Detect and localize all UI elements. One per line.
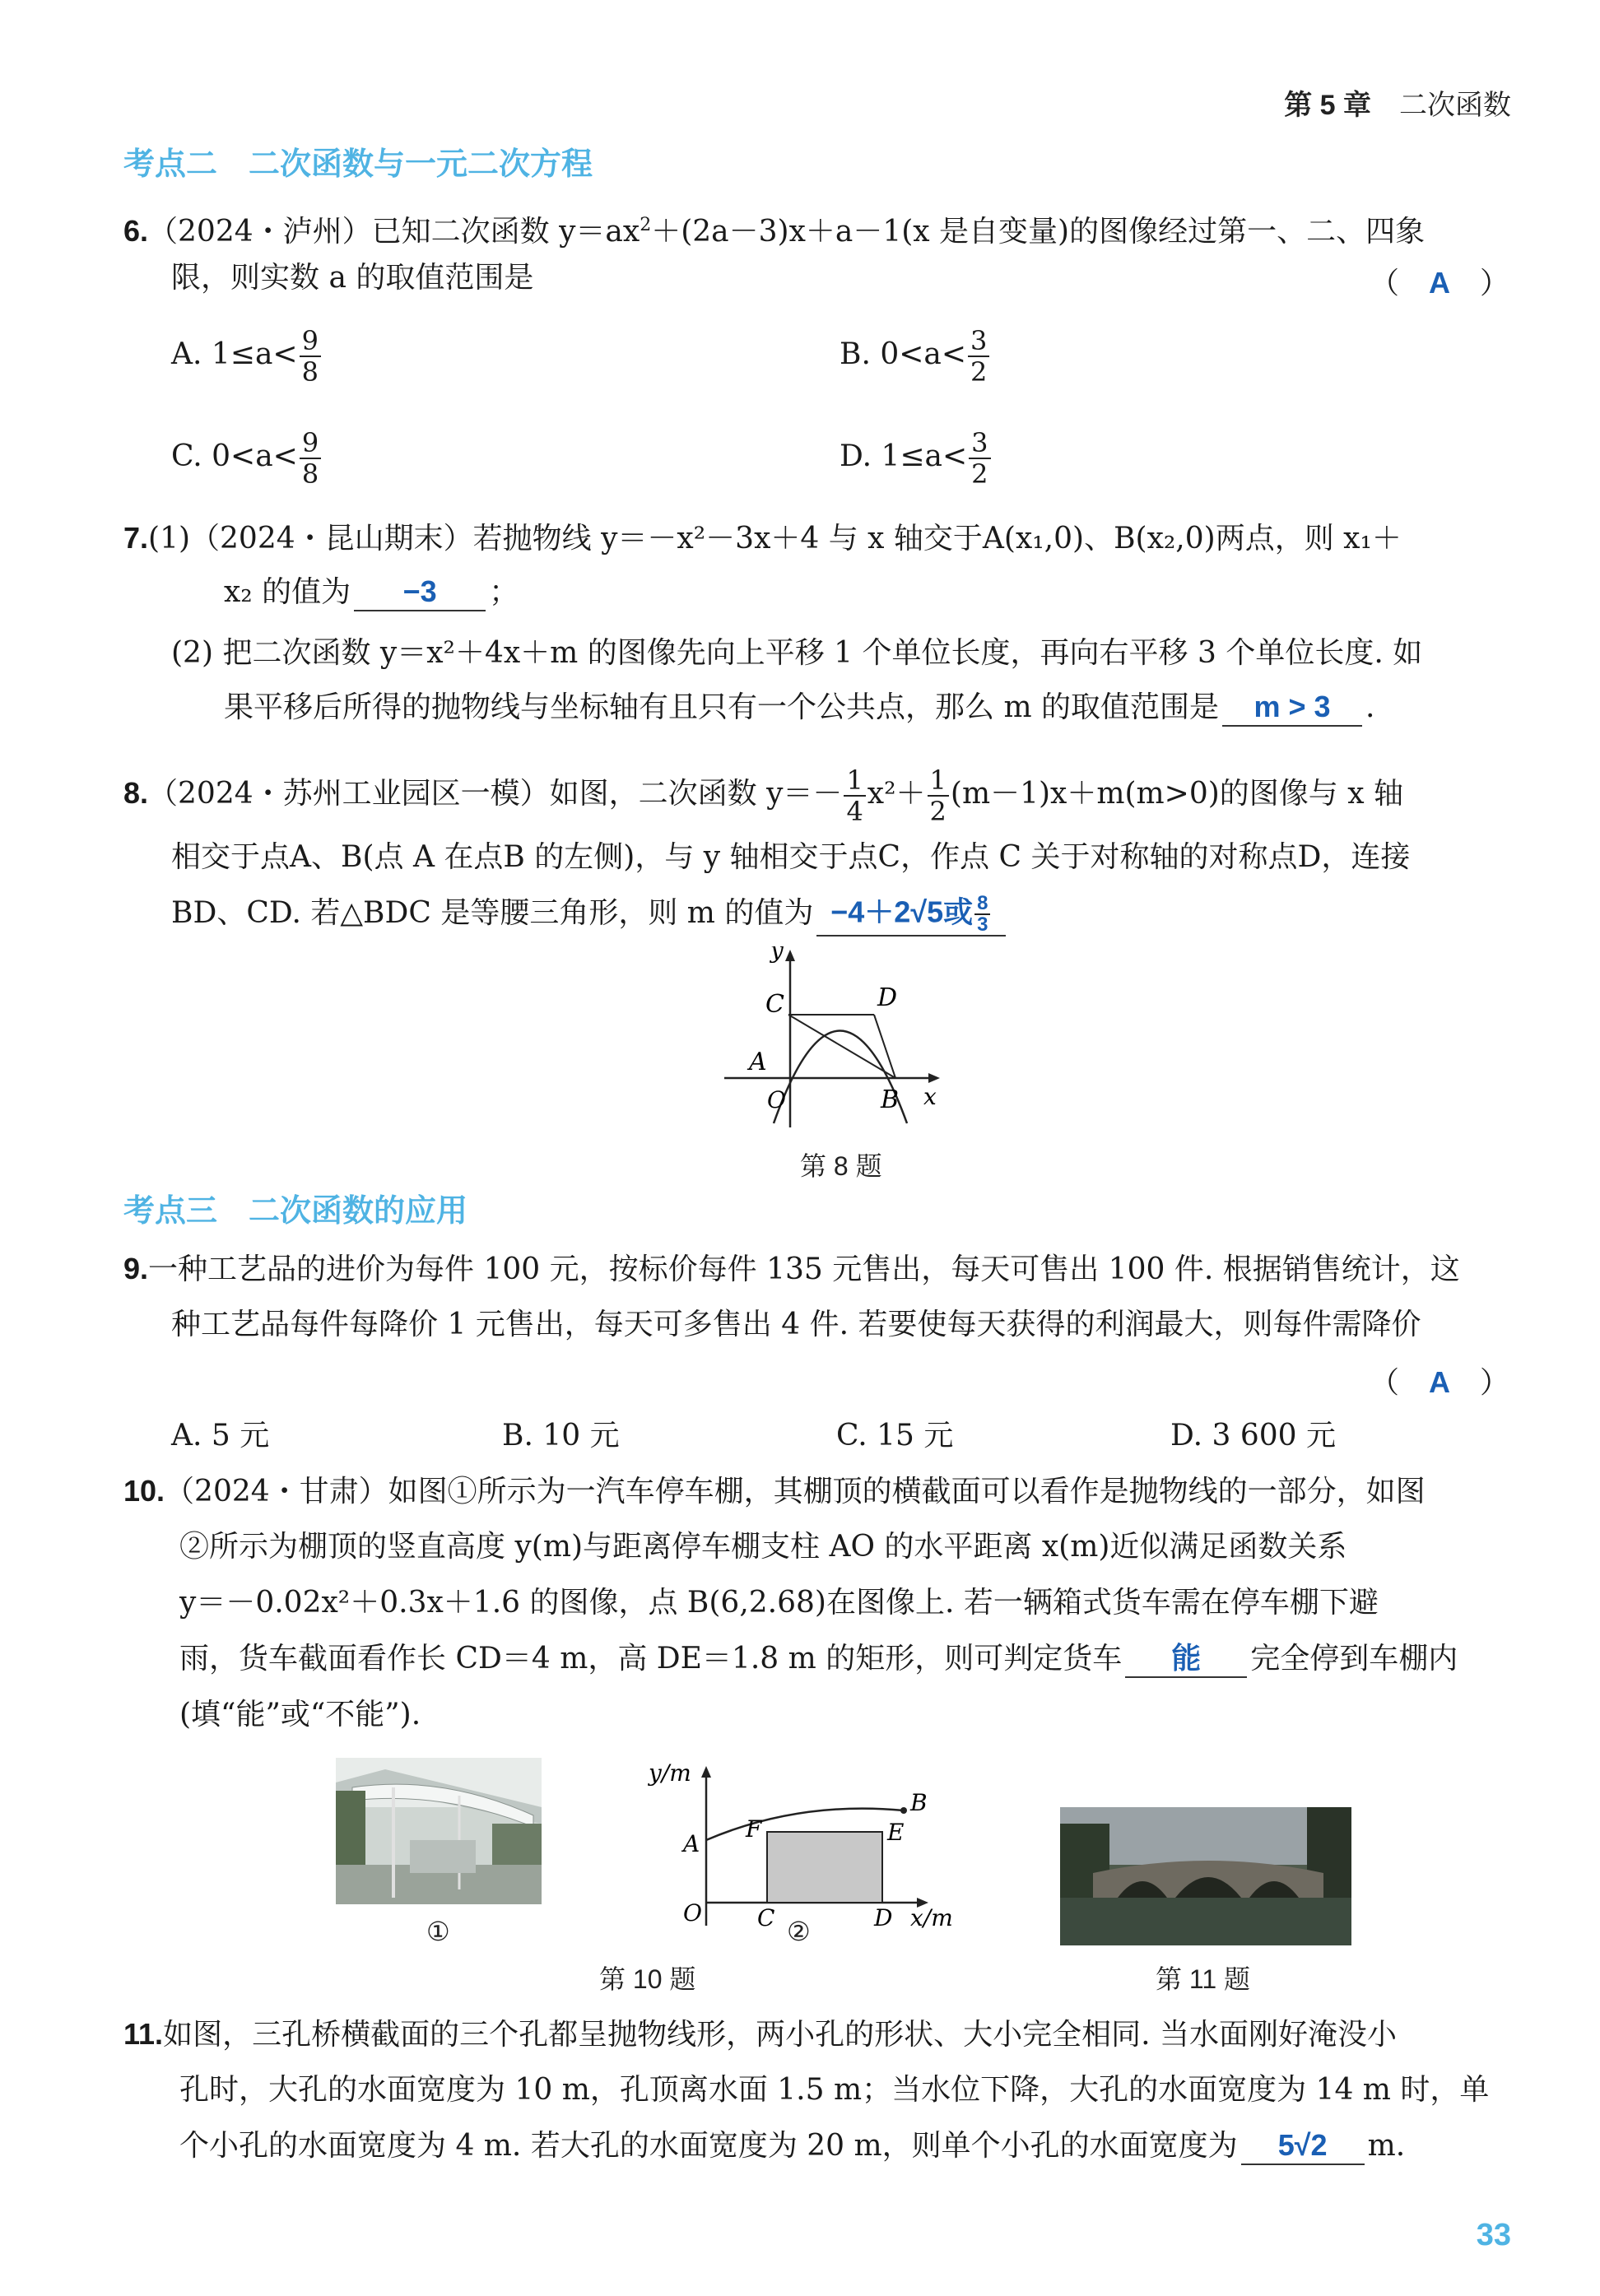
label-e: E: [887, 1819, 905, 1846]
q8-text-3: BD、CD. 若△BDC 是等腰三角形，则 m 的值为: [171, 896, 814, 930]
q6-option-c: [171, 428, 323, 489]
q6-line1: 6.（2024・泸州）已知二次函数 $y=ax^2+(2a-3)x+a-1(x$ 是自变量)的图像经过第一、二、四象: [123, 214, 1426, 249]
x-axis-arrow: [928, 1073, 940, 1083]
q6-number: 6.: [123, 214, 149, 248]
bridge-photo: [1060, 1807, 1351, 1945]
label-x: x: [923, 1083, 937, 1110]
q10-answer: 能: [1125, 1640, 1247, 1678]
section-title-3: 考点三 二次函数的应用: [123, 1194, 468, 1229]
label-f: F: [746, 1815, 762, 1843]
fraction: [300, 428, 321, 489]
label-x: x/m: [910, 1904, 953, 1931]
q7-text-4: 果平移后所得的抛物线与坐标轴有且只有一个公共点，那么 m 的取值范围是: [224, 690, 1220, 724]
q7-answer-1: −3: [354, 574, 486, 611]
frac-den: 2: [970, 356, 988, 388]
q8-line3: [171, 892, 1511, 937]
q10-line2: [179, 1526, 1511, 1569]
q11-text-2: 孔时，大孔的水面宽度为 10 m，孔顶离水面 1.5 m；当水位下降，大孔的水面宽度为 14 m 时，单: [179, 2073, 1490, 2107]
q11-text-3b: m.: [1367, 2129, 1406, 2163]
q11-text-3: 个小孔的水面宽度为 4 m. 若大孔的水面宽度为 20 m，则单个小孔的水面宽度为: [179, 2129, 1238, 2163]
frac-den: 8: [301, 458, 319, 490]
frac-den: 4: [846, 796, 863, 827]
label-o: O: [767, 1086, 786, 1113]
section-title-2: 考点二 二次函数与一元二次方程: [123, 147, 593, 182]
q9-number: 9.: [123, 1252, 149, 1285]
chapter-title: 二次函数: [1399, 90, 1511, 121]
q6-text-a: （2024・泸州）已知二次函数 y＝ax: [148, 215, 640, 249]
fig1-label: ①: [426, 1917, 450, 1946]
carport-photo: [336, 1758, 542, 1904]
q9-option-c: C. 15 元: [836, 1419, 954, 1452]
q8-caption: 第 8 题: [800, 1151, 882, 1181]
q8-number: 8.: [123, 776, 149, 810]
q6-option-b-text: B. 0<a<: [840, 337, 967, 371]
q9-answer-paren: （ A ）: [1369, 1365, 1509, 1399]
frac-num: 9: [300, 428, 321, 459]
q10-number: 10.: [123, 1474, 165, 1508]
q8-text-a: （2024・苏州工业园区一模）如图，二次函数 y＝－: [148, 777, 843, 811]
q8-line1: [123, 765, 1511, 826]
fraction: [928, 765, 949, 826]
q10-text-2: ②所示为棚顶的竖直高度 y(m)与距离停车棚支柱 AO 的水平距离 x(m)近似满足函数关系: [179, 1530, 1347, 1564]
q9-text-1: 一种工艺品的进价为每件 100 元，按标价每件 135 元售出，每天可售出 100 件. 根据销售统计，这: [148, 1253, 1460, 1286]
q8-text-b: x²＋: [867, 777, 926, 811]
q11-text-1: 如图，三孔桥横截面的三个孔都呈抛物线形，两小孔的形状、大小完全相同. 当水面刚好淹没小: [163, 2018, 1397, 2052]
q10-caption: 第 10 题: [599, 1964, 696, 1994]
label-b: B: [881, 1085, 900, 1114]
q9-answer: A: [1428, 1365, 1450, 1399]
q11-line3: [179, 2125, 1511, 2168]
q11-number: 11.: [123, 2017, 164, 2051]
fig2-label: ②: [787, 1917, 811, 1946]
frac-den: 3: [977, 913, 988, 937]
fraction: [300, 326, 321, 387]
q6-option-a: [171, 326, 323, 387]
q10-text-4a: 雨，货车截面看作长 CD＝4 m，高 DE＝1.8 m 的矩形，则可判定货车: [179, 1642, 1123, 1676]
frac-den: 8: [301, 356, 319, 388]
q9-option-b: B. 10 元: [502, 1419, 620, 1452]
frac-num: 1: [928, 765, 949, 797]
q11-caption: 第 11 题: [1156, 1964, 1251, 1994]
q10-line4: [179, 1638, 1511, 1680]
q9-option-d: D. 3 600 元: [1170, 1419, 1336, 1452]
q10-line5: [179, 1694, 1511, 1736]
label-o: O: [683, 1899, 702, 1927]
fraction: [968, 326, 989, 387]
q8-answer: [816, 894, 1006, 937]
q7-answer-2: m > 3: [1222, 689, 1362, 727]
label-a: A: [749, 1048, 767, 1076]
label-d: D: [874, 1904, 893, 1931]
q6-option-c-text: C. 0<a<: [171, 439, 298, 473]
y-axis-arrow: [785, 950, 795, 961]
q7-text-2: x₂ 的值为: [224, 575, 351, 609]
frac-num: 1: [844, 765, 865, 797]
q9-line1: [123, 1248, 1511, 1291]
q9-option-a: A. 5 元: [171, 1419, 270, 1452]
label-d: D: [877, 983, 898, 1012]
q7-line2: x₂ 的值为 −3 ；: [224, 571, 1511, 614]
q11-answer: 5√2: [1241, 2127, 1365, 2165]
q6-option-a-text: A. 1≤a<: [171, 337, 298, 371]
page-number: 33: [1476, 2218, 1511, 2252]
fraction: [844, 765, 865, 826]
q7-text-1: (1)（2024・昆山期末）若抛物线 y＝－x²－3x＋4 与 x 轴交于A(x₁,0)、B(x₂,0)两点，则 x₁＋: [148, 522, 1402, 555]
q8-answer-text: −4＋2√5或: [830, 895, 974, 929]
frac-num: 8: [974, 894, 990, 915]
q6-text-b: ＋(2a－3)x＋a－1(x 是自变量)的图像经过第一、二、四象: [651, 215, 1426, 249]
q10-graph: [634, 1761, 979, 1934]
q8-line2: [171, 836, 1511, 879]
q9-line2: [171, 1304, 1511, 1346]
label-c: C: [765, 990, 784, 1019]
q10-line3: [179, 1582, 1511, 1624]
q10-text-3: y＝－0.02x²＋0.3x＋1.6 的图像，点 B(6,2.68)在图像上. 若一辆箱式货车需在停车棚下避: [179, 1586, 1379, 1620]
frac-num: 3: [969, 428, 990, 459]
q6-option-d-text: D. 1≤a<: [840, 439, 968, 473]
q10-text-4b: 完全停到车棚内: [1250, 1642, 1458, 1676]
q8-text-c: (m－1)x＋m(m>0)的图像与 x 轴: [950, 777, 1403, 811]
q6-answer-paren: （ A ）: [1369, 266, 1509, 300]
segment-cb: [788, 1015, 895, 1078]
fraction: [969, 428, 990, 489]
q11-line2: [179, 2069, 1511, 2112]
chapter-label: 第 5 章: [1284, 90, 1371, 121]
segment-db: [874, 1015, 895, 1078]
q10-text-5: (填“能”或“不能”).: [179, 1698, 421, 1731]
q8-figure: [716, 946, 963, 1136]
frac-num: 9: [300, 326, 321, 357]
q7-number: 7.: [123, 521, 149, 555]
point-b: [900, 1807, 907, 1814]
q7-line3: [171, 632, 1511, 675]
q7-text-3: (2) 把二次函数 y＝x²＋4x＋m 的图像先向上平移 1 个单位长度，再向右平移 3 个单位长度. 如: [171, 636, 1423, 670]
fraction: [974, 894, 990, 935]
label-a: A: [683, 1830, 700, 1857]
q10-line1: [123, 1470, 1511, 1513]
q6-answer: A: [1428, 266, 1450, 300]
q6-text-c: 限，则实数 a 的取值范围是: [171, 261, 534, 295]
y-axis-arrow: [701, 1766, 711, 1778]
frac-num: 3: [968, 326, 989, 357]
label-y: y/m: [649, 1761, 691, 1787]
q6-option-d: [840, 428, 993, 489]
q6-option-b: [840, 326, 991, 387]
frac-den: 2: [971, 458, 988, 490]
q9-text-2: 种工艺品每件每降价 1 元售出，每天可多售出 4 件. 若要使每天获得的利润最大，则每件需降价: [171, 1308, 1421, 1341]
frac-den: 2: [929, 796, 947, 827]
q10-text-1: （2024・甘肃）如图①所示为一汽车停车棚，其棚顶的横截面可以看作是抛物线的一部分，如图: [165, 1475, 1426, 1508]
q7-line4: 果平移后所得的抛物线与坐标轴有且只有一个公共点，那么 m 的取值范围是 m > 3 .: [224, 686, 1511, 729]
label-y: y: [770, 946, 784, 964]
q7-line1: [123, 517, 1511, 560]
q11-line1: [123, 2013, 1511, 2057]
q6-line2: [171, 257, 1511, 300]
label-c: C: [757, 1904, 775, 1931]
page-header: [1284, 82, 1511, 123]
q8-text-2: 相交于点A、B(点 A 在点B 的左侧)，与 y 轴相交于点C，作点 C 关于对称轴的对称点D，连接: [171, 840, 1411, 874]
label-b: B: [910, 1789, 928, 1816]
truck-rect: [767, 1832, 882, 1903]
